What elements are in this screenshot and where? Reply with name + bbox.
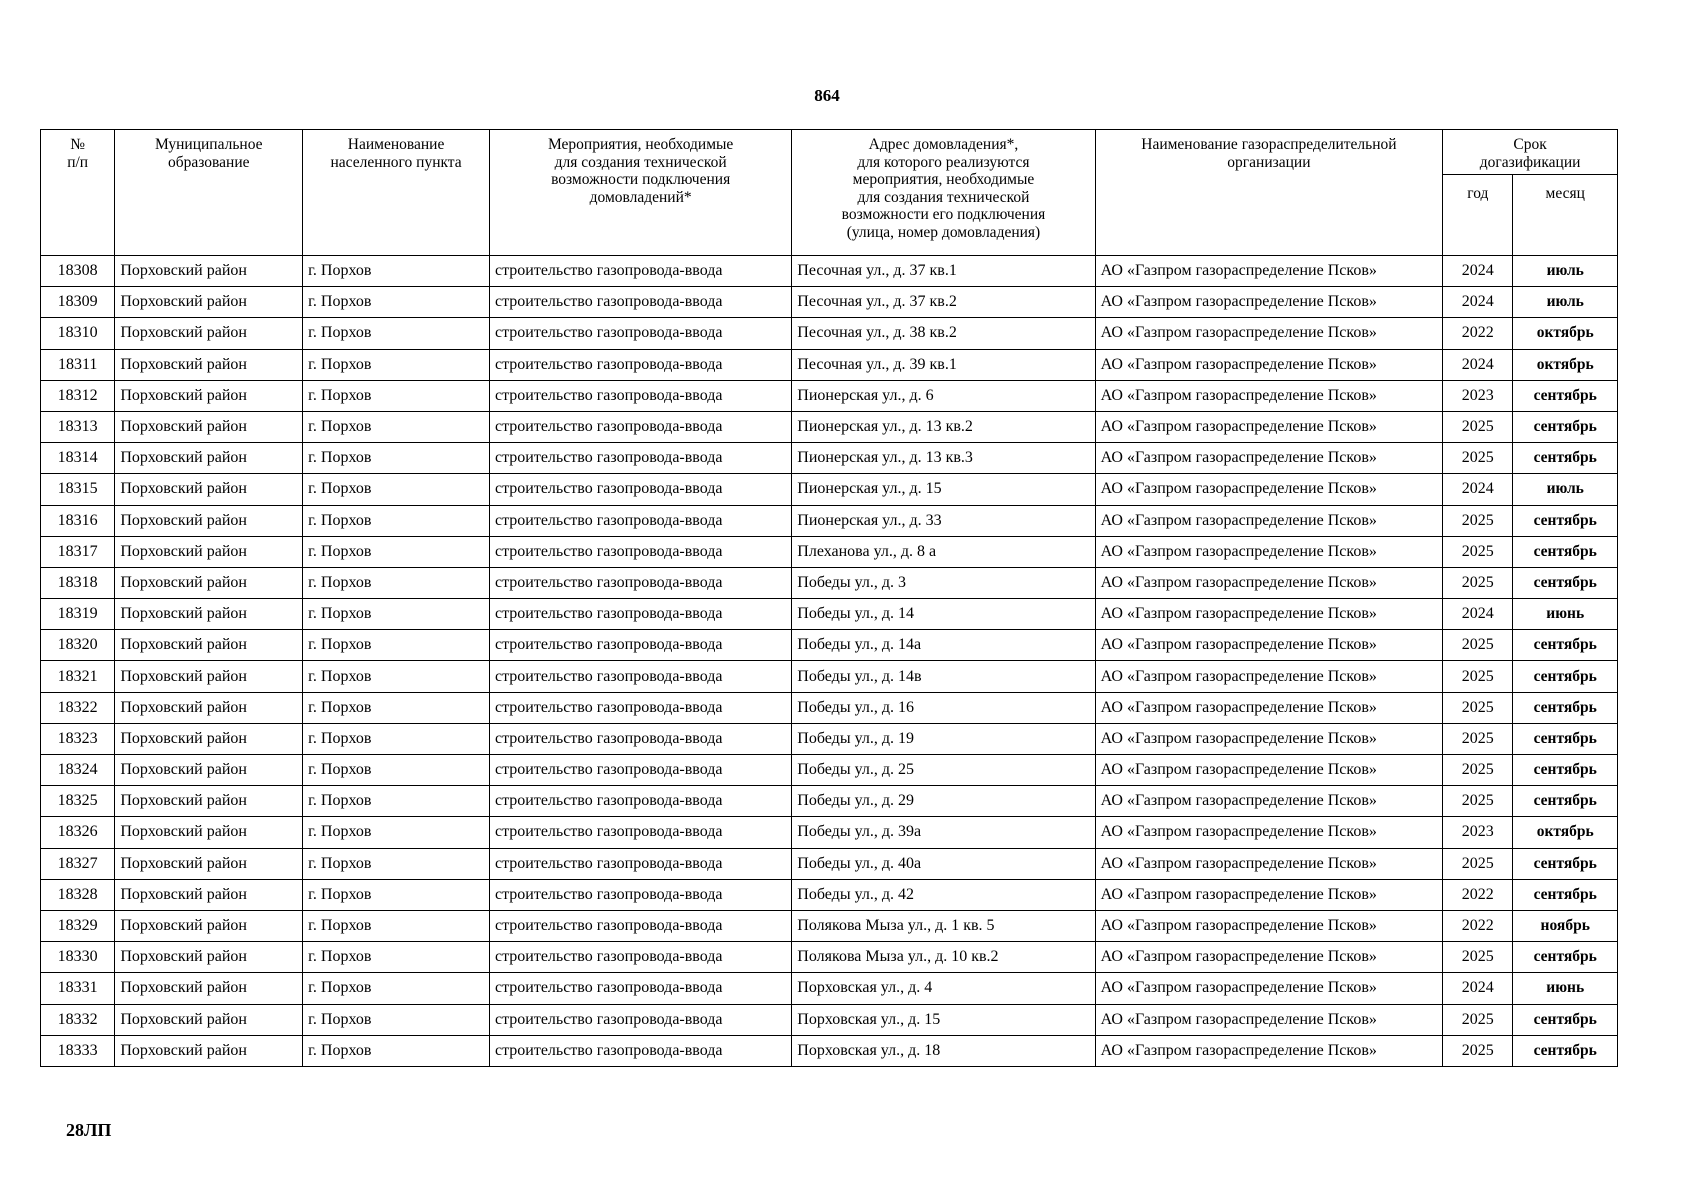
header-measures: Мероприятия, необходимые для создания технической возможности подключения домовладений* xyxy=(489,130,791,256)
cell-measures: строительство газопровода-ввода xyxy=(489,599,791,630)
cell-settlement: г. Порхов xyxy=(303,287,490,318)
cell-organization: АО «Газпром газораспределение Псков» xyxy=(1095,1004,1443,1035)
cell-number: 18323 xyxy=(41,723,115,754)
cell-organization: АО «Газпром газораспределение Псков» xyxy=(1095,599,1443,630)
cell-municipality: Порховский район xyxy=(115,942,303,973)
cell-settlement: г. Порхов xyxy=(303,349,490,380)
cell-month: сентябрь xyxy=(1513,848,1618,879)
cell-month: июль xyxy=(1513,287,1618,318)
cell-organization: АО «Газпром газораспределение Псков» xyxy=(1095,474,1443,505)
cell-address: Полякова Мыза ул., д. 1 кв. 5 xyxy=(792,910,1095,941)
cell-organization: АО «Газпром газораспределение Псков» xyxy=(1095,942,1443,973)
cell-month: сентябрь xyxy=(1513,755,1618,786)
cell-address: Пионерская ул., д. 13 кв.2 xyxy=(792,411,1095,442)
header-num: № п/п xyxy=(41,130,115,256)
cell-settlement: г. Порхов xyxy=(303,599,490,630)
cell-municipality: Порховский район xyxy=(115,318,303,349)
cell-number: 18312 xyxy=(41,380,115,411)
cell-municipality: Порховский район xyxy=(115,349,303,380)
header-year: год xyxy=(1443,175,1513,256)
cell-number: 18329 xyxy=(41,910,115,941)
table-row xyxy=(41,755,1618,786)
table-row xyxy=(41,910,1618,941)
cell-number: 18317 xyxy=(41,536,115,567)
cell-address: Пионерская ул., д. 15 xyxy=(792,474,1095,505)
cell-settlement: г. Порхов xyxy=(303,567,490,598)
cell-measures: строительство газопровода-ввода xyxy=(489,380,791,411)
cell-number: 18315 xyxy=(41,474,115,505)
cell-year: 2025 xyxy=(1443,567,1513,598)
cell-number: 18320 xyxy=(41,630,115,661)
cell-measures: строительство газопровода-ввода xyxy=(489,879,791,910)
cell-year: 2025 xyxy=(1443,411,1513,442)
cell-month: октябрь xyxy=(1513,349,1618,380)
cell-organization: АО «Газпром газораспределение Псков» xyxy=(1095,287,1443,318)
table-row xyxy=(41,942,1618,973)
cell-organization: АО «Газпром газораспределение Псков» xyxy=(1095,661,1443,692)
cell-organization: АО «Газпром газораспределение Псков» xyxy=(1095,692,1443,723)
cell-settlement: г. Порхов xyxy=(303,942,490,973)
header-settlement: Наименование населенного пункта xyxy=(303,130,490,256)
cell-municipality: Порховский район xyxy=(115,411,303,442)
cell-measures: строительство газопровода-ввода xyxy=(489,411,791,442)
header-organization: Наименование газораспределительной организации xyxy=(1095,130,1443,256)
cell-measures: строительство газопровода-ввода xyxy=(489,567,791,598)
cell-number: 18309 xyxy=(41,287,115,318)
table-row xyxy=(41,879,1618,910)
cell-municipality: Порховский район xyxy=(115,1035,303,1066)
cell-number: 18326 xyxy=(41,817,115,848)
cell-measures: строительство газопровода-ввода xyxy=(489,630,791,661)
cell-measures: строительство газопровода-ввода xyxy=(489,1004,791,1035)
table-row xyxy=(41,287,1618,318)
table-row xyxy=(41,786,1618,817)
cell-address: Победы ул., д. 14а xyxy=(792,630,1095,661)
cell-number: 18308 xyxy=(41,256,115,287)
cell-year: 2022 xyxy=(1443,910,1513,941)
cell-organization: АО «Газпром газораспределение Псков» xyxy=(1095,411,1443,442)
cell-measures: строительство газопровода-ввода xyxy=(489,349,791,380)
cell-address: Победы ул., д. 19 xyxy=(792,723,1095,754)
cell-settlement: г. Порхов xyxy=(303,474,490,505)
cell-year: 2025 xyxy=(1443,755,1513,786)
cell-address: Победы ул., д. 14в xyxy=(792,661,1095,692)
cell-settlement: г. Порхов xyxy=(303,318,490,349)
cell-settlement: г. Порхов xyxy=(303,536,490,567)
header-month: месяц xyxy=(1513,175,1618,256)
cell-year: 2025 xyxy=(1443,443,1513,474)
table-row xyxy=(41,349,1618,380)
cell-month: сентябрь xyxy=(1513,879,1618,910)
cell-measures: строительство газопровода-ввода xyxy=(489,505,791,536)
cell-measures: строительство газопровода-ввода xyxy=(489,910,791,941)
cell-number: 18314 xyxy=(41,443,115,474)
cell-year: 2025 xyxy=(1443,786,1513,817)
cell-month: сентябрь xyxy=(1513,661,1618,692)
cell-number: 18310 xyxy=(41,318,115,349)
table-row xyxy=(41,599,1618,630)
cell-number: 18319 xyxy=(41,599,115,630)
cell-month: сентябрь xyxy=(1513,380,1618,411)
cell-month: сентябрь xyxy=(1513,505,1618,536)
cell-address: Пионерская ул., д. 33 xyxy=(792,505,1095,536)
cell-municipality: Порховский район xyxy=(115,848,303,879)
cell-number: 18324 xyxy=(41,755,115,786)
header-municipality: Муниципальное образование xyxy=(115,130,303,256)
cell-address: Песочная ул., д. 38 кв.2 xyxy=(792,318,1095,349)
cell-month: сентябрь xyxy=(1513,536,1618,567)
cell-number: 18321 xyxy=(41,661,115,692)
cell-organization: АО «Газпром газораспределение Псков» xyxy=(1095,723,1443,754)
cell-municipality: Порховский район xyxy=(115,973,303,1004)
cell-year: 2025 xyxy=(1443,536,1513,567)
cell-number: 18330 xyxy=(41,942,115,973)
cell-measures: строительство газопровода-ввода xyxy=(489,848,791,879)
cell-organization: АО «Газпром газораспределение Псков» xyxy=(1095,380,1443,411)
cell-address: Полякова Мыза ул., д. 10 кв.2 xyxy=(792,942,1095,973)
cell-month: сентябрь xyxy=(1513,723,1618,754)
table-row xyxy=(41,692,1618,723)
cell-year: 2022 xyxy=(1443,318,1513,349)
cell-year: 2025 xyxy=(1443,692,1513,723)
table-row xyxy=(41,474,1618,505)
cell-measures: строительство газопровода-ввода xyxy=(489,318,791,349)
cell-month: июнь xyxy=(1513,599,1618,630)
cell-measures: строительство газопровода-ввода xyxy=(489,256,791,287)
table-row xyxy=(41,973,1618,1004)
header-term: Срок догазификации xyxy=(1443,130,1618,175)
cell-number: 18332 xyxy=(41,1004,115,1035)
cell-number: 18316 xyxy=(41,505,115,536)
cell-organization: АО «Газпром газораспределение Псков» xyxy=(1095,443,1443,474)
table-body xyxy=(41,256,1618,1067)
cell-year: 2025 xyxy=(1443,1004,1513,1035)
cell-settlement: г. Порхов xyxy=(303,630,490,661)
cell-measures: строительство газопровода-ввода xyxy=(489,973,791,1004)
table-row xyxy=(41,723,1618,754)
cell-settlement: г. Порхов xyxy=(303,256,490,287)
cell-organization: АО «Газпром газораспределение Псков» xyxy=(1095,786,1443,817)
table-row xyxy=(41,256,1618,287)
cell-month: октябрь xyxy=(1513,817,1618,848)
cell-municipality: Порховский район xyxy=(115,536,303,567)
cell-address: Пионерская ул., д. 13 кв.3 xyxy=(792,443,1095,474)
cell-organization: АО «Газпром газораспределение Псков» xyxy=(1095,318,1443,349)
cell-month: июль xyxy=(1513,256,1618,287)
gasification-table xyxy=(40,129,1618,1067)
cell-municipality: Порховский район xyxy=(115,380,303,411)
cell-settlement: г. Порхов xyxy=(303,973,490,1004)
table-row xyxy=(41,536,1618,567)
cell-organization: АО «Газпром газораспределение Псков» xyxy=(1095,567,1443,598)
cell-measures: строительство газопровода-ввода xyxy=(489,755,791,786)
cell-address: Порховская ул., д. 18 xyxy=(792,1035,1095,1066)
header-address: Адрес домовладения*, для которого реализуются мероприятия, необходимые для создания технической возможности его подключения (улица, номер домовладения) xyxy=(792,130,1095,256)
cell-settlement: г. Порхов xyxy=(303,380,490,411)
cell-settlement: г. Порхов xyxy=(303,817,490,848)
cell-year: 2025 xyxy=(1443,942,1513,973)
table-row xyxy=(41,1035,1618,1066)
cell-address: Плеханова ул., д. 8 а xyxy=(792,536,1095,567)
cell-year: 2025 xyxy=(1443,1035,1513,1066)
cell-settlement: г. Порхов xyxy=(303,848,490,879)
cell-organization: АО «Газпром газораспределение Псков» xyxy=(1095,536,1443,567)
cell-month: сентябрь xyxy=(1513,692,1618,723)
cell-municipality: Порховский район xyxy=(115,817,303,848)
cell-measures: строительство газопровода-ввода xyxy=(489,661,791,692)
cell-month: сентябрь xyxy=(1513,942,1618,973)
cell-settlement: г. Порхов xyxy=(303,786,490,817)
cell-address: Победы ул., д. 40а xyxy=(792,848,1095,879)
cell-settlement: г. Порхов xyxy=(303,1035,490,1066)
cell-month: июль xyxy=(1513,474,1618,505)
table-row xyxy=(41,1004,1618,1035)
cell-organization: АО «Газпром газораспределение Псков» xyxy=(1095,256,1443,287)
table-row xyxy=(41,567,1618,598)
cell-measures: строительство газопровода-ввода xyxy=(489,474,791,505)
cell-settlement: г. Порхов xyxy=(303,879,490,910)
cell-settlement: г. Порхов xyxy=(303,1004,490,1035)
cell-month: ноябрь xyxy=(1513,910,1618,941)
cell-municipality: Порховский район xyxy=(115,786,303,817)
cell-municipality: Порховский район xyxy=(115,879,303,910)
cell-year: 2025 xyxy=(1443,630,1513,661)
cell-year: 2022 xyxy=(1443,879,1513,910)
cell-address: Порховская ул., д. 15 xyxy=(792,1004,1095,1035)
cell-address: Победы ул., д. 14 xyxy=(792,599,1095,630)
cell-municipality: Порховский район xyxy=(115,256,303,287)
cell-settlement: г. Порхов xyxy=(303,443,490,474)
cell-organization: АО «Газпром газораспределение Псков» xyxy=(1095,505,1443,536)
cell-year: 2024 xyxy=(1443,599,1513,630)
cell-organization: АО «Газпром газораспределение Псков» xyxy=(1095,755,1443,786)
cell-measures: строительство газопровода-ввода xyxy=(489,723,791,754)
cell-measures: строительство газопровода-ввода xyxy=(489,443,791,474)
cell-address: Победы ул., д. 29 xyxy=(792,786,1095,817)
cell-year: 2023 xyxy=(1443,817,1513,848)
cell-municipality: Порховский район xyxy=(115,755,303,786)
cell-organization: АО «Газпром газораспределение Псков» xyxy=(1095,973,1443,1004)
cell-municipality: Порховский район xyxy=(115,567,303,598)
cell-number: 18333 xyxy=(41,1035,115,1066)
cell-organization: АО «Газпром газораспределение Псков» xyxy=(1095,879,1443,910)
cell-municipality: Порховский район xyxy=(115,630,303,661)
cell-municipality: Порховский район xyxy=(115,1004,303,1035)
cell-month: июнь xyxy=(1513,973,1618,1004)
cell-year: 2024 xyxy=(1443,349,1513,380)
table-row xyxy=(41,661,1618,692)
cell-settlement: г. Порхов xyxy=(303,723,490,754)
cell-organization: АО «Газпром газораспределение Псков» xyxy=(1095,910,1443,941)
cell-municipality: Порховский район xyxy=(115,474,303,505)
cell-number: 18327 xyxy=(41,848,115,879)
cell-number: 18318 xyxy=(41,567,115,598)
cell-address: Победы ул., д. 16 xyxy=(792,692,1095,723)
cell-municipality: Порховский район xyxy=(115,287,303,318)
cell-settlement: г. Порхов xyxy=(303,661,490,692)
cell-month: октябрь xyxy=(1513,318,1618,349)
cell-year: 2023 xyxy=(1443,380,1513,411)
cell-year: 2024 xyxy=(1443,287,1513,318)
page-number: 864 xyxy=(814,86,840,105)
cell-month: сентябрь xyxy=(1513,443,1618,474)
table-row xyxy=(41,411,1618,442)
cell-settlement: г. Порхов xyxy=(303,755,490,786)
table-row xyxy=(41,318,1618,349)
cell-municipality: Порховский район xyxy=(115,599,303,630)
table-row xyxy=(41,630,1618,661)
cell-address: Песочная ул., д. 37 кв.2 xyxy=(792,287,1095,318)
table-row xyxy=(41,380,1618,411)
cell-number: 18328 xyxy=(41,879,115,910)
cell-measures: строительство газопровода-ввода xyxy=(489,786,791,817)
cell-address: Победы ул., д. 39а xyxy=(792,817,1095,848)
cell-measures: строительство газопровода-ввода xyxy=(489,692,791,723)
cell-year: 2025 xyxy=(1443,661,1513,692)
cell-municipality: Порховский район xyxy=(115,505,303,536)
cell-municipality: Порховский район xyxy=(115,910,303,941)
cell-year: 2025 xyxy=(1443,723,1513,754)
cell-municipality: Порховский район xyxy=(115,661,303,692)
cell-address: Песочная ул., д. 37 кв.1 xyxy=(792,256,1095,287)
cell-year: 2024 xyxy=(1443,973,1513,1004)
cell-month: сентябрь xyxy=(1513,567,1618,598)
cell-measures: строительство газопровода-ввода xyxy=(489,942,791,973)
cell-month: сентябрь xyxy=(1513,786,1618,817)
footer-code: 28ЛП xyxy=(66,1120,112,1140)
table-row xyxy=(41,848,1618,879)
table-row xyxy=(41,817,1618,848)
cell-measures: строительство газопровода-ввода xyxy=(489,287,791,318)
table-row xyxy=(41,443,1618,474)
cell-month: сентябрь xyxy=(1513,411,1618,442)
cell-organization: АО «Газпром газораспределение Псков» xyxy=(1095,817,1443,848)
cell-number: 18325 xyxy=(41,786,115,817)
cell-settlement: г. Порхов xyxy=(303,505,490,536)
cell-month: сентябрь xyxy=(1513,1035,1618,1066)
table-row xyxy=(41,505,1618,536)
cell-number: 18313 xyxy=(41,411,115,442)
cell-organization: АО «Газпром газораспределение Псков» xyxy=(1095,349,1443,380)
cell-year: 2024 xyxy=(1443,256,1513,287)
cell-measures: строительство газопровода-ввода xyxy=(489,817,791,848)
cell-number: 18331 xyxy=(41,973,115,1004)
cell-address: Победы ул., д. 25 xyxy=(792,755,1095,786)
cell-number: 18311 xyxy=(41,349,115,380)
cell-municipality: Порховский район xyxy=(115,723,303,754)
cell-address: Песочная ул., д. 39 кв.1 xyxy=(792,349,1095,380)
cell-address: Порховская ул., д. 4 xyxy=(792,973,1095,1004)
cell-municipality: Порховский район xyxy=(115,443,303,474)
cell-month: сентябрь xyxy=(1513,630,1618,661)
cell-year: 2025 xyxy=(1443,848,1513,879)
cell-month: сентябрь xyxy=(1513,1004,1618,1035)
cell-settlement: г. Порхов xyxy=(303,411,490,442)
cell-year: 2025 xyxy=(1443,505,1513,536)
cell-number: 18322 xyxy=(41,692,115,723)
cell-year: 2024 xyxy=(1443,474,1513,505)
cell-settlement: г. Порхов xyxy=(303,692,490,723)
cell-address: Победы ул., д. 42 xyxy=(792,879,1095,910)
cell-municipality: Порховский район xyxy=(115,692,303,723)
cell-settlement: г. Порхов xyxy=(303,910,490,941)
cell-measures: строительство газопровода-ввода xyxy=(489,536,791,567)
cell-organization: АО «Газпром газораспределение Псков» xyxy=(1095,848,1443,879)
cell-measures: строительство газопровода-ввода xyxy=(489,1035,791,1066)
cell-organization: АО «Газпром газораспределение Псков» xyxy=(1095,630,1443,661)
cell-organization: АО «Газпром газораспределение Псков» xyxy=(1095,1035,1443,1066)
cell-address: Победы ул., д. 3 xyxy=(792,567,1095,598)
cell-address: Пионерская ул., д. 6 xyxy=(792,380,1095,411)
